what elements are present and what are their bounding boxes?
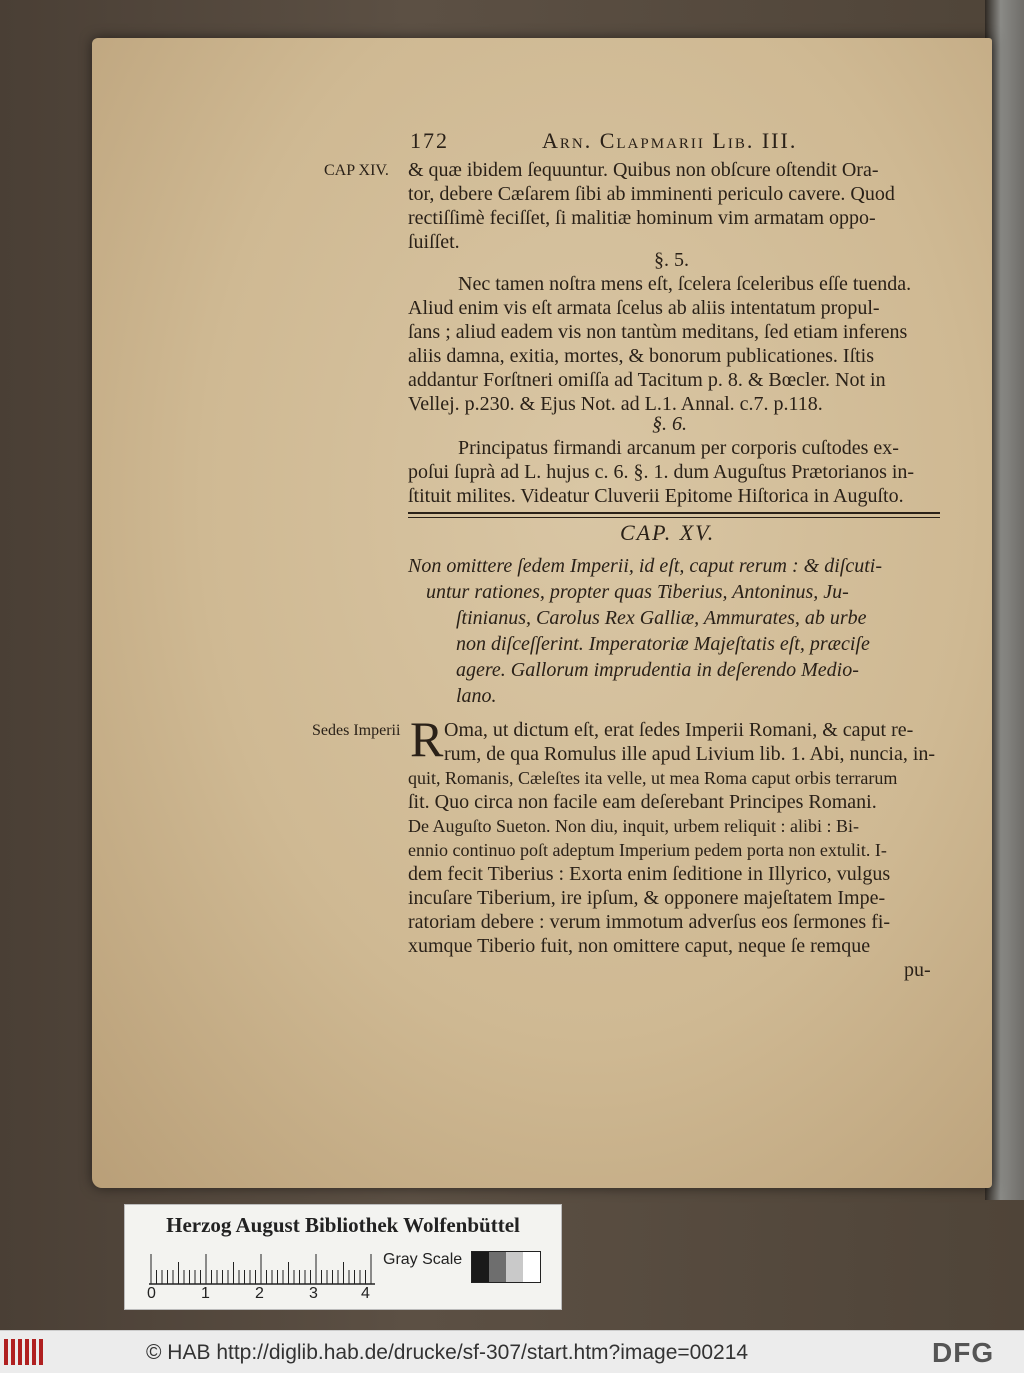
- summary-line: Non omittere ſedem Imperii, id eſt, caput rerum : & diſcuti-: [408, 555, 882, 577]
- ruler-number: 2: [255, 1285, 264, 1302]
- text-line: Vellej. p.230. & Ejus Not. ad L.1. Annal. c.7. p.118.: [408, 393, 823, 415]
- text-line: De Auguſto Sueton. Non diu, inquit, urbem reliquit : alibi : Bi-: [408, 816, 859, 836]
- gray-swatch: [472, 1252, 489, 1282]
- text-line: quit, Romanis, Cæleſtes ita velle, ut mea Roma caput orbis terrarum: [408, 768, 898, 788]
- text-line: & quæ ibidem ſequuntur. Quibus non obſcure oſtendit Ora-: [408, 159, 879, 181]
- text-line: Oma, ut dictum eſt, erat ſedes Imperii Romani, & caput re-: [444, 719, 914, 741]
- gray-swatch: [506, 1252, 523, 1282]
- text-line: Nec tamen noſtra mens eſt, ſcelera ſceleribus eſſe tuenda.: [458, 273, 912, 295]
- chapter-title: CAP. XV.: [620, 520, 716, 545]
- running-title: Arn. Clapmarii Lib. III.: [542, 128, 798, 153]
- text-line: xumque Tiberio fuit, non omittere caput, neque ſe remque: [408, 935, 871, 957]
- gray-scale-label: Gray Scale: [383, 1251, 463, 1268]
- drop-cap: R: [410, 711, 444, 767]
- gray-scale-swatches: [471, 1251, 541, 1283]
- catchword: pu-: [904, 959, 931, 981]
- text-line: dem fecit Tiberius : Exorta enim ſeditione in Illyrico, vulgus: [408, 863, 891, 885]
- text-line: Principatus firmandi arcanum per corporis cuſtodes ex-: [458, 437, 899, 459]
- dfg-logo: DFG: [932, 1337, 995, 1368]
- summary-line: lano.: [456, 685, 497, 707]
- summary-line: untur rationes, propter quas Tiberius, Antoninus, Ju-: [426, 581, 849, 603]
- ruler-number: 0: [147, 1285, 156, 1302]
- book-page: [92, 38, 992, 1188]
- ruler-number: 3: [309, 1285, 318, 1302]
- margin-note-sedes-imperii: Sedes Imperii: [312, 722, 401, 739]
- text-line: poſui ſuprà ad L. hujus c. 6. §. 1. dum Auguſtus Prætorianos in-: [408, 461, 915, 483]
- text-line: ennio continuo poſt adeptum Imperium pedem porta non extulit. I-: [408, 840, 887, 860]
- text-line: addantur Forſtneri omiſſa ad Tacitum p. 8. & Bœcler. Not in: [408, 369, 886, 391]
- text-line: ſuiſſet.: [408, 231, 460, 253]
- page-number: 172: [410, 128, 449, 153]
- ruler-number: 4: [361, 1285, 370, 1302]
- archive-label: [124, 1204, 562, 1310]
- text-line: rum, de qua Romulus ille apud Livium lib. 1. Abi, nuncia, in-: [444, 743, 936, 765]
- section-heading: §. 6.: [652, 413, 687, 435]
- ruler-scale: [149, 1251, 375, 1285]
- copyright-url[interactable]: © HAB http://diglib.hab.de/drucke/sf-307/start.htm?image=00214: [146, 1341, 749, 1364]
- text-line: aliis damna, exitia, mortes, & bonorum publicationes. Iſtis: [408, 345, 875, 367]
- gray-swatch: [523, 1252, 540, 1282]
- library-logo-icon: [4, 1339, 44, 1365]
- text-line: ſans ; aliud eadem vis non tantùm meditans, ſed etiam inferens: [408, 321, 908, 343]
- gray-swatch: [489, 1252, 506, 1282]
- text-line: ſtituit milites. Videatur Cluverii Epitome Hiſtorica in Auguſto.: [408, 485, 904, 507]
- text-line: tor, debere Cæſarem ſibi ab imminenti periculo cavere. Quod: [408, 183, 895, 205]
- ruler-numbers: [143, 1285, 393, 1305]
- ruler-number: 1: [201, 1285, 210, 1302]
- summary-line: ſtinianus, Carolus Rex Galliæ, Ammurates, ab urbe: [456, 607, 867, 629]
- divider-rule: [408, 517, 940, 518]
- summary-line: agere. Gallorum imprudentia in deſerendo Medio-: [456, 659, 859, 681]
- text-line: rectiſſimè feciſſet, ſi malitiæ hominum vim armatam oppo-: [408, 207, 876, 229]
- section-heading: §. 5.: [654, 249, 689, 271]
- text-line: ſit. Quo circa non facile eam deſerebant Principes Romani.: [408, 791, 877, 813]
- text-line: Aliud enim vis eſt armata ſcelus ab aliis intentatum propul-: [408, 297, 880, 319]
- summary-line: non diſceſſerint. Imperatoriæ Majeſtatis eſt, præciſe: [456, 633, 870, 655]
- viewer-footer: [0, 1330, 1024, 1373]
- text-line: ratoriam debere : verum immotum adverſus eos ſermones fi-: [408, 911, 891, 933]
- text-line: incuſare Tiberium, ire ipſum, & opponere majeſtatem Impe-: [408, 887, 886, 909]
- archive-label-title: Herzog August Bibliothek Wolfenbüttel: [166, 1213, 520, 1237]
- margin-note-cap-xiv: CAP XIV.: [324, 162, 389, 179]
- divider-rule: [408, 512, 940, 514]
